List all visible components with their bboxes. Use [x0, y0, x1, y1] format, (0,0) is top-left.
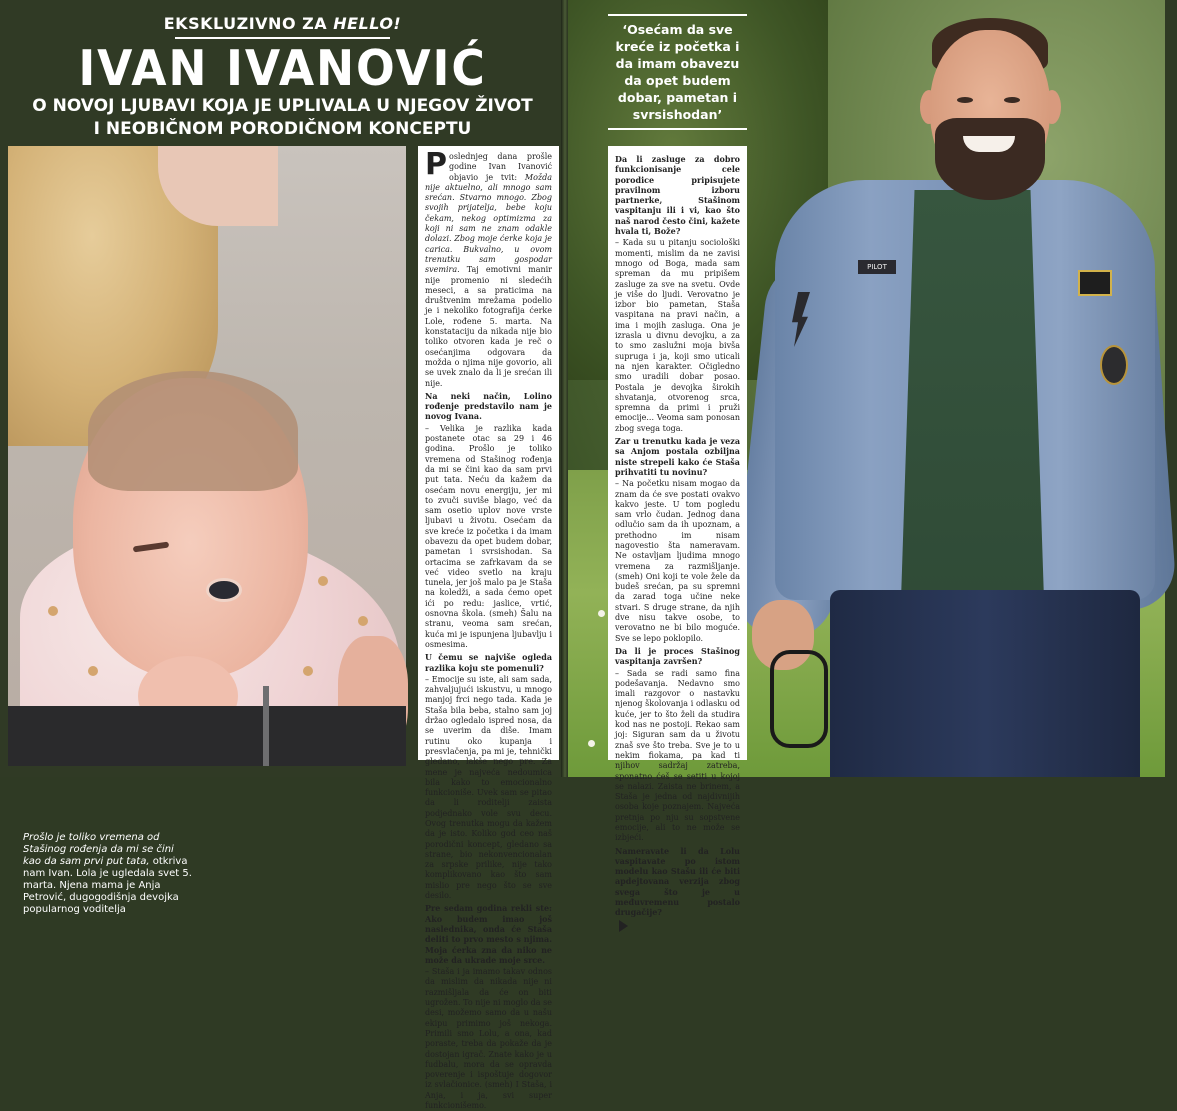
pull-quote-text: ‘Osećam da sve kreće iz početka i da imam obavezu da opet budem dobar, pametan i svrsishodan’: [615, 22, 740, 122]
man-smile: [963, 136, 1015, 152]
subhead: [20, 95, 545, 141]
pull-quote: [608, 14, 747, 130]
flag-patch-icon: [1078, 270, 1112, 296]
pull-quote-rule-top: [608, 14, 747, 16]
continue-arrow-icon: [619, 920, 628, 932]
interview-answer: – Velika je razlika kada postanete otac sa 29 i 46 godina. Prošlo je toliko vremena od Stašinog rođenja da mi se čini kao da sam prvi put tata. Neću da kažem da osećam novu energiju, jer mi to zvuči suviše blago, već da sam osetio uplov nove vrste ljubavi u životu. Osećam da sve kreće iz početka i da imam obavezu da opet budem dobar, pametan i svrsishodan. Sa ortacima se zafrkavam da se već video svetlo na kraju tunela, jer još malo pa je Staša na koledži, a sada ćemo opet ići po redu: jaslice, vrtić, osnovna škola. (smeh) Šalu na stranu, veoma sam srećan, kuća mi je ispunjena ljubavlju i osmesima.: [425, 423, 552, 649]
article-column-1: [418, 146, 559, 1111]
article-tweet-quote: Možda nije aktuelno, ali mnogo sam srećan. Stvarno mnogo. Zbog svojih prijatelja, bebe koju čekam, nekog optimizma za koji ni sam ne znam odakle dolazi. Zbog moje ćerke koja je carica. Bukvalno, u ovom trenutku sam gospodar svemira.: [425, 172, 552, 275]
kicker-brand: HELLO!: [333, 14, 402, 33]
interview-question: U čemu se najviše ogleda razlika koju ste pomenuli?: [425, 652, 552, 673]
baby-hair: [88, 371, 298, 491]
interview-question: Zar u trenutku kada je veza sa Anjom postala ozbiljna niste strepeli kako će Staša prihvatiti tu novinu?: [615, 436, 740, 477]
interview-answer: – Kada su u pitanju sociološki momenti, mislim da ne zavisi mnogo od Boga, mada sam spreman da mu pripišem zasluge za sve na svetu. Ovde je više do ljudi. Verovatno je izbor bio pametan, Staša vaspitana na pravi način, a ima i mojih zasluga. Ona je izrasla u divnu devojku, a za to smo zaslužni moja bivša supruga i ja, koji smo uticali na njen karakter. Očigledno smo uradili dobar posao. Postala je devojka širokih shvatanja, otvorenog srca, spremna da primi i pruži emocije... Veoma sam ponosan zbog svega toga.: [615, 238, 740, 433]
interview-answer: – Staša i ja imamo takav odnos da mislim da nikada nije ni razmišljala da će on biti ugrožen. To nije ni moglo da se desi, možemo samo da u našu ekipu primimo još nekoga. Primili smo Lolu, a ona, kad poraste, treba da pokaže da je dostojan igrač. Znate kako je u fudbalu, mora da se opravda poverenje i ispoštuje dogovor iz svlačionice. (smeh) I Staša, i Anja, i ja, svi super funkcionišemo.: [425, 967, 552, 1111]
photo-caption: [23, 832, 193, 916]
interview-answer: – Sada se radi samo fina podešavanja. Nedavno smo imali razgovor o nastavku njenog školovanja i odlasku od kuće, jer to što želi da studira kod nas ne postoji. Rekao sam joj: Siguran sam da u životu znaš sve što treba. Sve je to u nekim fiokama, pa kad ti njihov sadržaj zatreba, sponatno ćeš se setiti u kojoj se nalazi. Zaista ne brinem, a Staša je jedna od najdivnijih osoba koje poznajem. Najveća pretnja po nju su sopstvene emocije, ali to ne može se izbjeći.: [615, 668, 740, 843]
man-eye: [1004, 97, 1020, 103]
drop-cap: P: [425, 147, 447, 182]
onesie-pattern-dot: [318, 576, 328, 586]
kicker-text: EKSKLUZIVNO ZA: [163, 14, 328, 33]
pull-quote-rule-bottom: [608, 128, 747, 130]
interview-answer: – Emocije su iste, ali sam sada, zahvaljujući iskustvu, u mnogo manjoj frci nego tada. Kada je Staša bila beba, stalno sam joj držao ogledalo ispred nosa, da se uverim da diše. Imam rutinu oko kupanja i presvlačenja, pa mi je, tehnički gledano, lakše nego pre. Za mene je najveća nedoumica bila kako to emocionalno funkcioniše. Uvek sam se pitao da li roditelji zaista podjednako vole svu decu. Ovog trenutka mogu da kažem da je isto. Koliko god ceo naš porodični koncept, gledano sa strane, bio nekonvencionalan za srpske prilike, nije tako komplikovano kao što sam mislio pre nego što se sve desilo.: [425, 674, 552, 901]
flower: [598, 610, 605, 617]
green-tshirt: [900, 190, 1045, 630]
photo-caption-text: otkriva nam Ivan. Lola je ugledala svet 5. marta. Njena mama je Anja Petrović, dugogodišnja devojka popularnog voditelja: [23, 856, 192, 915]
subhead-line-2: I NEOBIČNOM PORODIČNOM KONCEPTU: [93, 119, 472, 139]
headline: IVAN IVANOVIĆ: [78, 40, 487, 97]
left-page: [0, 0, 565, 1111]
interview-question: Nameravate li da Lolu vaspitavate po istom modelu kao Stašu ili će biti apdejtovana verzija zbog svega što je u međuvremenu postalo drugačije?: [615, 845, 740, 918]
interview-question: Na neki način, Lolino rođenje predstavilo nam je novog Ivana.: [425, 390, 552, 422]
round-patch-icon: [1100, 345, 1128, 385]
jacket-zipper: [263, 686, 269, 766]
photo-caption-quote: Prošlo je toliko vremena od Stašinog rođenja da mi se čini kao da sam prvi put tata,: [23, 832, 174, 867]
mother-jacket: [8, 706, 406, 766]
interview-question: Da li je proces Stašinog vaspitanja završen?: [615, 645, 740, 667]
flower: [588, 740, 595, 747]
interview-question: Da li zasluge za dobro funkcionisanje cele porodice pripisujete pravilnom izboru partnerke, Stašinom vaspitanju ili i vi, kao što naš narod često čini, kažete hvala ti, Bože?: [615, 154, 740, 237]
kicker-rule: [175, 37, 390, 39]
man-beard: [935, 118, 1045, 200]
kicker: [0, 14, 565, 33]
jeans: [830, 590, 1140, 777]
baby-eye-open: [206, 578, 242, 602]
interview-answer: – Na početku nisam mogao da znam da će sve postati ovakvo kakvo jeste. U tom pogledu sam vrlo čudan. Jednog dana odlučio sam da ih upoznam, a prethodno im nisam nagovestio šta nameravam. Ne ostavljam ljudima mnogo vremena za razmišljanje. (smeh) Oni koji te vole žele da budeš srećan, pa su spremni da zarad toga učine neke stvari. S druge strane, da njih dve nisu takve osobe, to verovatno ne bi bilo moguće. Sve se lepo poklopilo.: [615, 479, 740, 643]
article-intro-rest: Taj emotivni manir nije promenio ni sledećih meseci, a sa praticima na društvenim mrežama podelio je i nekoliko fotografija ćerke Lole, rođene 5. marta. Na konstataciju da nikada nije bio toliko otvoren kada je reč o osećanjima odgovara da možda o njima nije govorio, ali se uvek znalo da li je srećan ili nije.: [425, 265, 552, 388]
article-intro: oslednjeg dana prošle godine Ivan Ivanović objavio je tvit:: [449, 152, 552, 182]
interview-question: Pre sedam godina rekli ste: Ako budem imao još naslednika, onda će Staša deliti to prvo mesto s njima. Moja ćerka zna da niko ne može da ukrade moje srce.: [425, 903, 552, 965]
sunglasses-icon: [770, 650, 828, 748]
onesie-pattern-dot: [48, 606, 58, 616]
onesie-pattern-dot: [358, 616, 368, 626]
onesie-pattern-dot: [88, 666, 98, 676]
subhead-line-1: O NOVOJ LJUBAVI KOJA JE UPLIVALA U NJEGOV ŽIVOT: [32, 96, 533, 116]
man-eye: [957, 97, 973, 103]
pilot-patch: PILOT: [858, 260, 896, 274]
article-column-2: [608, 146, 747, 918]
onesie-pattern-dot: [303, 666, 313, 676]
baby-photo: [8, 146, 406, 915]
